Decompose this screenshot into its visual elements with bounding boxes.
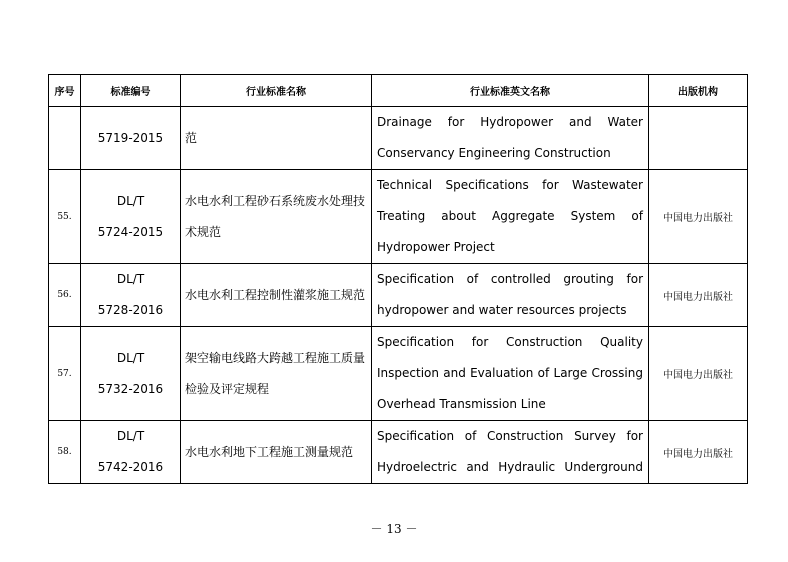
english-name-line: hydropower and water resources projects <box>377 303 627 317</box>
row-standard-name <box>181 327 372 421</box>
english-name-line: Hydroelectric and Hydraulic Underground <box>377 460 643 474</box>
english-name-line: Technical Specifications for Wastewater <box>377 178 643 192</box>
standard-name-line: 水电水利工程砂石系统废水处理技 <box>185 193 366 208</box>
standard-name-line: 水电水利地下工程施工测量规范 <box>185 444 354 459</box>
row-publisher <box>649 107 748 170</box>
header-standard-name: 行业标准名称 <box>181 75 372 107</box>
english-name-line: Treating about Aggregate System of <box>377 209 643 223</box>
english-name-line: Drainage for Hydropower and Water <box>377 115 643 129</box>
table-row <box>49 170 748 264</box>
standard-name-line: 水电水利工程控制性灌浆施工规范 <box>185 287 366 302</box>
standard-name-line: 术规范 <box>185 224 222 239</box>
standard-code-line: 5724-2015 <box>97 224 164 239</box>
header-publisher: 出版机构 <box>649 75 748 107</box>
row-serial <box>49 107 81 170</box>
table-row <box>49 264 748 327</box>
row-standard-name <box>181 264 372 327</box>
row-standard-code <box>81 170 181 264</box>
table-row <box>49 421 748 484</box>
row-publisher: 中国电力出版社 <box>649 170 748 264</box>
standard-code-line: DL/T <box>116 350 145 365</box>
header-standard-code: 标准编号 <box>81 75 181 107</box>
english-name-line: Specification of Construction Survey for <box>377 429 643 443</box>
row-standard-code <box>81 327 181 421</box>
row-standard-name <box>181 421 372 484</box>
english-name-line: Hydropower Project <box>377 240 495 254</box>
row-standard-code <box>81 421 181 484</box>
english-name-line: Specification of controlled grouting for <box>377 272 643 286</box>
standard-code-line: DL/T <box>116 429 145 443</box>
row-standard-name <box>181 107 372 170</box>
row-english-name <box>372 421 649 484</box>
table-row <box>49 327 748 421</box>
row-english-name <box>372 327 649 421</box>
english-name-line: Inspection and Evaluation of Large Crossing <box>377 366 643 380</box>
standard-code-line: 5732-2016 <box>97 381 164 396</box>
table-row <box>49 107 748 170</box>
standards-table <box>48 74 748 484</box>
row-standard-code <box>81 107 181 170</box>
standard-code-line: DL/T <box>116 193 145 208</box>
standard-name-line: 架空输电线路大跨越工程施工质量 <box>185 350 366 365</box>
page-number: － 13 － <box>370 522 418 536</box>
row-standard-name <box>181 170 372 264</box>
row-serial: 57. <box>49 327 81 421</box>
row-serial: 58. <box>49 421 81 484</box>
table-body <box>49 107 748 484</box>
table-header-row <box>49 75 748 107</box>
row-publisher: 中国电力出版社 <box>649 421 748 484</box>
standard-code-line: 5719-2015 <box>97 130 164 145</box>
standard-code-line: DL/T <box>116 272 145 286</box>
row-standard-code <box>81 264 181 327</box>
english-name-line: Specification for Construction Quality <box>377 335 643 349</box>
standard-name-line: 范 <box>185 130 198 145</box>
standard-name-line: 检验及评定规程 <box>185 381 270 396</box>
row-serial: 55. <box>49 170 81 264</box>
row-english-name <box>372 264 649 327</box>
row-english-name <box>372 107 649 170</box>
standard-code-line: 5728-2016 <box>97 303 164 317</box>
row-publisher: 中国电力出版社 <box>649 264 748 327</box>
row-publisher: 中国电力出版社 <box>649 327 748 421</box>
header-serial: 序号 <box>49 75 81 107</box>
header-english-name: 行业标准英文名称 <box>372 75 649 107</box>
english-name-line: Conservancy Engineering Construction <box>377 146 611 160</box>
english-name-line: Overhead Transmission Line <box>377 397 546 411</box>
standard-code-line: 5742-2016 <box>97 460 164 474</box>
row-english-name <box>372 170 649 264</box>
row-serial: 56. <box>49 264 81 327</box>
